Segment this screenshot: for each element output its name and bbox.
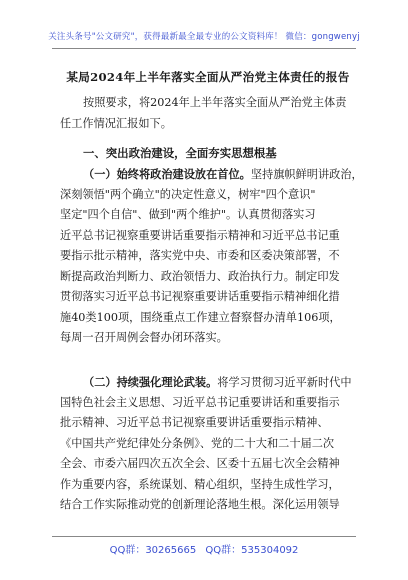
item1-line: 施40类100项，围绕重点工作建立督察督办清单106项，: [60, 310, 341, 324]
item1-line: 坚定"四个自信"、做到"两个维护"。认真贯彻落实习: [60, 208, 316, 221]
item2-line: 作为重要内容，系统谋划、精心组织，坚持生成性学习，: [60, 477, 340, 491]
page-footer: [0, 533, 408, 573]
item2-line: 批示精神、习近平总书记视察重要讲话重要指示精神、: [60, 416, 329, 429]
intro-line: 按照要求，将2024年上半年落实全面从严治党主体责: [83, 96, 347, 109]
header-notice: 关注头条号"公文研究"，获得最新最全最专业的公文资料库！ 微信：gongwenyj: [48, 32, 360, 42]
item1-line: 近平总书记视察重要讲话重要指示精神和习近平总书记重: [60, 228, 340, 242]
header-divider: [52, 48, 356, 49]
footer-contacts: QQ群：30265665 QQ群：535304092: [109, 545, 299, 556]
page-header: [0, 0, 408, 52]
item2-line: 国特色社会主义思想、习近平总书记重要讲话和重要指示: [60, 395, 340, 409]
footer-divider: [52, 536, 356, 537]
item2-line: 将学习贯彻习近平新时代中: [217, 376, 352, 389]
intro-line: 任工作情况汇报如下。: [60, 116, 172, 130]
item1-lead: （一）始终将政治建设放在首位。: [83, 167, 251, 181]
item2-line: 全会、市委六届四次五次全会、区委十五届七次全会精神: [60, 457, 340, 470]
item1-line: 要指示批示精神，落实党中央、市委和区委决策部署，不: [60, 249, 340, 262]
item2-paragraph: [60, 372, 356, 516]
item1-line: 断提高政治判断力、政治领悟力、政治执行力。制定印发: [60, 269, 340, 283]
item1-paragraph: [60, 164, 363, 349]
intro-paragraph: [60, 93, 356, 134]
item1-line: 深刻领悟"两个确立"的决定性意义，树牢"四个意识": [60, 187, 316, 201]
item1-line: 每周一召开周例会督办闭环落实。: [60, 331, 228, 344]
item2-lead: （二）持续强化理论武装。: [83, 375, 218, 389]
item2-line: 《中国共产党纪律处分条例》、党的二十大和二十届二次: [60, 436, 335, 450]
document-title: 某局2024年上半年落实全面从严治党主体责任的报告: [66, 70, 350, 84]
item1-line: 坚持旗帜鲜明讲政治，: [250, 168, 363, 181]
section-heading: 一、突出政治建设，全面夯实思想根基: [83, 146, 277, 160]
item1-line: 贯彻落实习近平总书记视察重要讲话重要指示精神细化措: [60, 290, 340, 303]
item2-line: 结合工作实际推动党的创新理论落地生根。深化运用领导: [60, 498, 340, 511]
